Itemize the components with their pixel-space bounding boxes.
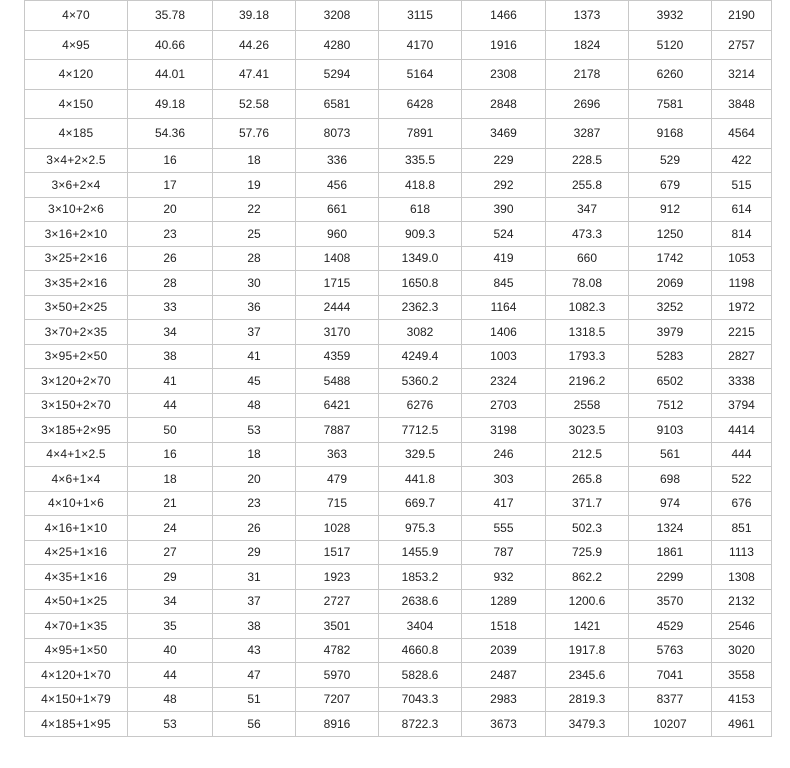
value-cell: 3115 xyxy=(379,1,462,31)
spec-cell: 4×25+1×16 xyxy=(25,540,128,565)
value-cell: 7712.5 xyxy=(379,418,462,443)
value-cell: 303 xyxy=(462,467,546,492)
table-row xyxy=(25,393,772,418)
value-cell: 1824 xyxy=(546,30,629,60)
value-cell: 3794 xyxy=(712,393,772,418)
table-row xyxy=(25,30,772,60)
value-cell: 8377 xyxy=(629,687,712,712)
value-cell: 4414 xyxy=(712,418,772,443)
value-cell: 1853.2 xyxy=(379,565,462,590)
value-cell: 229 xyxy=(462,148,546,173)
value-cell: 371.7 xyxy=(546,491,629,516)
value-cell: 2178 xyxy=(546,60,629,90)
value-cell: 16 xyxy=(128,148,213,173)
value-cell: 29 xyxy=(128,565,213,590)
value-cell: 28 xyxy=(128,271,213,296)
value-cell: 456 xyxy=(296,173,379,198)
spec-cell: 4×50+1×25 xyxy=(25,589,128,614)
value-cell: 228.5 xyxy=(546,148,629,173)
value-cell: 3214 xyxy=(712,60,772,90)
value-cell: 3208 xyxy=(296,1,379,31)
value-cell: 34 xyxy=(128,320,213,345)
table-row xyxy=(25,418,772,443)
value-cell: 419 xyxy=(462,246,546,271)
spec-cell: 3×95+2×50 xyxy=(25,344,128,369)
value-cell: 2190 xyxy=(712,1,772,31)
spec-cell: 4×95+1×50 xyxy=(25,638,128,663)
value-cell: 44.01 xyxy=(128,60,213,90)
value-cell: 44 xyxy=(128,663,213,688)
value-cell: 347 xyxy=(546,197,629,222)
value-cell: 36 xyxy=(213,295,296,320)
value-cell: 212.5 xyxy=(546,442,629,467)
value-cell: 2196.2 xyxy=(546,369,629,394)
value-cell: 909.3 xyxy=(379,222,462,247)
table-row xyxy=(25,614,772,639)
spec-cell: 3×6+2×4 xyxy=(25,173,128,198)
value-cell: 5283 xyxy=(629,344,712,369)
value-cell: 52.58 xyxy=(213,89,296,119)
value-cell: 2132 xyxy=(712,589,772,614)
value-cell: 18 xyxy=(213,148,296,173)
value-cell: 45 xyxy=(213,369,296,394)
value-cell: 522 xyxy=(712,467,772,492)
value-cell: 3979 xyxy=(629,320,712,345)
value-cell: 1318.5 xyxy=(546,320,629,345)
value-cell: 78.08 xyxy=(546,271,629,296)
value-cell: 20 xyxy=(128,197,213,222)
value-cell: 35.78 xyxy=(128,1,213,31)
value-cell: 614 xyxy=(712,197,772,222)
value-cell: 25 xyxy=(213,222,296,247)
value-cell: 479 xyxy=(296,467,379,492)
value-cell: 1308 xyxy=(712,565,772,590)
value-cell: 38 xyxy=(213,614,296,639)
value-cell: 3570 xyxy=(629,589,712,614)
value-cell: 50 xyxy=(128,418,213,443)
spec-cell: 3×4+2×2.5 xyxy=(25,148,128,173)
value-cell: 787 xyxy=(462,540,546,565)
value-cell: 265.8 xyxy=(546,467,629,492)
spec-cell: 3×185+2×95 xyxy=(25,418,128,443)
value-cell: 1466 xyxy=(462,1,546,31)
value-cell: 3252 xyxy=(629,295,712,320)
value-cell: 679 xyxy=(629,173,712,198)
value-cell: 1028 xyxy=(296,516,379,541)
value-cell: 1742 xyxy=(629,246,712,271)
table-row xyxy=(25,442,772,467)
value-cell: 1972 xyxy=(712,295,772,320)
value-cell: 7581 xyxy=(629,89,712,119)
value-cell: 2444 xyxy=(296,295,379,320)
spec-cell: 4×120 xyxy=(25,60,128,90)
value-cell: 555 xyxy=(462,516,546,541)
value-cell: 725.9 xyxy=(546,540,629,565)
value-cell: 1289 xyxy=(462,589,546,614)
value-cell: 3469 xyxy=(462,119,546,149)
spec-cell: 4×150 xyxy=(25,89,128,119)
value-cell: 2983 xyxy=(462,687,546,712)
value-cell: 2324 xyxy=(462,369,546,394)
value-cell: 5970 xyxy=(296,663,379,688)
value-cell: 660 xyxy=(546,246,629,271)
value-cell: 3479.3 xyxy=(546,712,629,737)
value-cell: 292 xyxy=(462,173,546,198)
cable-spec-table-container xyxy=(24,0,771,737)
value-cell: 43 xyxy=(213,638,296,663)
value-cell: 4564 xyxy=(712,119,772,149)
value-cell: 7512 xyxy=(629,393,712,418)
table-row xyxy=(25,589,772,614)
value-cell: 7043.3 xyxy=(379,687,462,712)
value-cell: 29 xyxy=(213,540,296,565)
spec-cell: 4×95 xyxy=(25,30,128,60)
value-cell: 54.36 xyxy=(128,119,213,149)
value-cell: 4249.4 xyxy=(379,344,462,369)
value-cell: 23 xyxy=(213,491,296,516)
value-cell: 1408 xyxy=(296,246,379,271)
value-cell: 3023.5 xyxy=(546,418,629,443)
value-cell: 1923 xyxy=(296,565,379,590)
value-cell: 40 xyxy=(128,638,213,663)
value-cell: 1324 xyxy=(629,516,712,541)
value-cell: 44.26 xyxy=(213,30,296,60)
value-cell: 9103 xyxy=(629,418,712,443)
table-row xyxy=(25,320,772,345)
value-cell: 7891 xyxy=(379,119,462,149)
value-cell: 1650.8 xyxy=(379,271,462,296)
value-cell: 9168 xyxy=(629,119,712,149)
value-cell: 618 xyxy=(379,197,462,222)
cable-spec-table xyxy=(24,0,772,737)
value-cell: 2819.3 xyxy=(546,687,629,712)
value-cell: 3198 xyxy=(462,418,546,443)
value-cell: 2558 xyxy=(546,393,629,418)
value-cell: 37 xyxy=(213,320,296,345)
value-cell: 561 xyxy=(629,442,712,467)
value-cell: 6260 xyxy=(629,60,712,90)
value-cell: 6421 xyxy=(296,393,379,418)
value-cell: 960 xyxy=(296,222,379,247)
value-cell: 47 xyxy=(213,663,296,688)
value-cell: 5360.2 xyxy=(379,369,462,394)
value-cell: 23 xyxy=(128,222,213,247)
table-row xyxy=(25,197,772,222)
value-cell: 7041 xyxy=(629,663,712,688)
value-cell: 4660.8 xyxy=(379,638,462,663)
spec-cell: 3×120+2×70 xyxy=(25,369,128,394)
value-cell: 19 xyxy=(213,173,296,198)
value-cell: 1113 xyxy=(712,540,772,565)
value-cell: 4359 xyxy=(296,344,379,369)
spec-cell: 4×120+1×70 xyxy=(25,663,128,688)
value-cell: 1053 xyxy=(712,246,772,271)
table-row xyxy=(25,271,772,296)
value-cell: 3082 xyxy=(379,320,462,345)
value-cell: 40.66 xyxy=(128,30,213,60)
table-row xyxy=(25,663,772,688)
value-cell: 16 xyxy=(128,442,213,467)
value-cell: 5763 xyxy=(629,638,712,663)
value-cell: 441.8 xyxy=(379,467,462,492)
value-cell: 444 xyxy=(712,442,772,467)
value-cell: 669.7 xyxy=(379,491,462,516)
value-cell: 18 xyxy=(128,467,213,492)
table-body xyxy=(25,1,772,737)
value-cell: 515 xyxy=(712,173,772,198)
spec-cell: 4×70+1×35 xyxy=(25,614,128,639)
value-cell: 2308 xyxy=(462,60,546,90)
value-cell: 418.8 xyxy=(379,173,462,198)
value-cell: 31 xyxy=(213,565,296,590)
table-row xyxy=(25,89,772,119)
value-cell: 1455.9 xyxy=(379,540,462,565)
spec-cell: 4×16+1×10 xyxy=(25,516,128,541)
value-cell: 5828.6 xyxy=(379,663,462,688)
value-cell: 5164 xyxy=(379,60,462,90)
value-cell: 390 xyxy=(462,197,546,222)
value-cell: 661 xyxy=(296,197,379,222)
value-cell: 38 xyxy=(128,344,213,369)
value-cell: 932 xyxy=(462,565,546,590)
value-cell: 20 xyxy=(213,467,296,492)
value-cell: 4153 xyxy=(712,687,772,712)
value-cell: 2757 xyxy=(712,30,772,60)
value-cell: 1082.3 xyxy=(546,295,629,320)
value-cell: 363 xyxy=(296,442,379,467)
value-cell: 6581 xyxy=(296,89,379,119)
value-cell: 3558 xyxy=(712,663,772,688)
value-cell: 329.5 xyxy=(379,442,462,467)
value-cell: 814 xyxy=(712,222,772,247)
value-cell: 1518 xyxy=(462,614,546,639)
table-row xyxy=(25,540,772,565)
value-cell: 6428 xyxy=(379,89,462,119)
value-cell: 51 xyxy=(213,687,296,712)
value-cell: 422 xyxy=(712,148,772,173)
value-cell: 975.3 xyxy=(379,516,462,541)
value-cell: 44 xyxy=(128,393,213,418)
value-cell: 502.3 xyxy=(546,516,629,541)
table-row xyxy=(25,119,772,149)
table-row xyxy=(25,491,772,516)
value-cell: 246 xyxy=(462,442,546,467)
table-row xyxy=(25,467,772,492)
value-cell: 335.5 xyxy=(379,148,462,173)
value-cell: 2039 xyxy=(462,638,546,663)
value-cell: 41 xyxy=(128,369,213,394)
table-row xyxy=(25,173,772,198)
value-cell: 1916 xyxy=(462,30,546,60)
value-cell: 8722.3 xyxy=(379,712,462,737)
value-cell: 7207 xyxy=(296,687,379,712)
value-cell: 8916 xyxy=(296,712,379,737)
value-cell: 30 xyxy=(213,271,296,296)
value-cell: 1861 xyxy=(629,540,712,565)
value-cell: 28 xyxy=(213,246,296,271)
value-cell: 49.18 xyxy=(128,89,213,119)
value-cell: 37 xyxy=(213,589,296,614)
value-cell: 698 xyxy=(629,467,712,492)
value-cell: 1917.8 xyxy=(546,638,629,663)
table-row xyxy=(25,565,772,590)
table-row xyxy=(25,148,772,173)
value-cell: 3287 xyxy=(546,119,629,149)
value-cell: 10207 xyxy=(629,712,712,737)
table-row xyxy=(25,369,772,394)
spec-cell: 4×35+1×16 xyxy=(25,565,128,590)
value-cell: 21 xyxy=(128,491,213,516)
value-cell: 5294 xyxy=(296,60,379,90)
value-cell: 53 xyxy=(213,418,296,443)
value-cell: 4782 xyxy=(296,638,379,663)
value-cell: 47.41 xyxy=(213,60,296,90)
value-cell: 1164 xyxy=(462,295,546,320)
value-cell: 56 xyxy=(213,712,296,737)
value-cell: 48 xyxy=(213,393,296,418)
value-cell: 3170 xyxy=(296,320,379,345)
value-cell: 27 xyxy=(128,540,213,565)
table-row xyxy=(25,687,772,712)
value-cell: 2215 xyxy=(712,320,772,345)
value-cell: 34 xyxy=(128,589,213,614)
table-row xyxy=(25,638,772,663)
value-cell: 2727 xyxy=(296,589,379,614)
value-cell: 2362.3 xyxy=(379,295,462,320)
value-cell: 715 xyxy=(296,491,379,516)
value-cell: 26 xyxy=(128,246,213,271)
value-cell: 529 xyxy=(629,148,712,173)
value-cell: 24 xyxy=(128,516,213,541)
value-cell: 3404 xyxy=(379,614,462,639)
value-cell: 3501 xyxy=(296,614,379,639)
value-cell: 1198 xyxy=(712,271,772,296)
spec-cell: 3×35+2×16 xyxy=(25,271,128,296)
value-cell: 1250 xyxy=(629,222,712,247)
table-row xyxy=(25,516,772,541)
value-cell: 33 xyxy=(128,295,213,320)
spec-cell: 3×10+2×6 xyxy=(25,197,128,222)
table-row xyxy=(25,344,772,369)
value-cell: 26 xyxy=(213,516,296,541)
value-cell: 3848 xyxy=(712,89,772,119)
value-cell: 336 xyxy=(296,148,379,173)
value-cell: 1421 xyxy=(546,614,629,639)
value-cell: 473.3 xyxy=(546,222,629,247)
value-cell: 2299 xyxy=(629,565,712,590)
table-row xyxy=(25,222,772,247)
value-cell: 5488 xyxy=(296,369,379,394)
table-row xyxy=(25,246,772,271)
value-cell: 417 xyxy=(462,491,546,516)
value-cell: 2487 xyxy=(462,663,546,688)
spec-cell: 4×185+1×95 xyxy=(25,712,128,737)
value-cell: 524 xyxy=(462,222,546,247)
value-cell: 2848 xyxy=(462,89,546,119)
value-cell: 2827 xyxy=(712,344,772,369)
value-cell: 1715 xyxy=(296,271,379,296)
value-cell: 1373 xyxy=(546,1,629,31)
value-cell: 851 xyxy=(712,516,772,541)
value-cell: 17 xyxy=(128,173,213,198)
value-cell: 18 xyxy=(213,442,296,467)
spec-cell: 4×150+1×79 xyxy=(25,687,128,712)
value-cell: 3673 xyxy=(462,712,546,737)
value-cell: 53 xyxy=(128,712,213,737)
value-cell: 6502 xyxy=(629,369,712,394)
value-cell: 4280 xyxy=(296,30,379,60)
spec-cell: 3×70+2×35 xyxy=(25,320,128,345)
value-cell: 6276 xyxy=(379,393,462,418)
value-cell: 4529 xyxy=(629,614,712,639)
value-cell: 2546 xyxy=(712,614,772,639)
value-cell: 2638.6 xyxy=(379,589,462,614)
table-row xyxy=(25,1,772,31)
table-row xyxy=(25,712,772,737)
spec-cell: 3×16+2×10 xyxy=(25,222,128,247)
value-cell: 862.2 xyxy=(546,565,629,590)
value-cell: 1517 xyxy=(296,540,379,565)
value-cell: 22 xyxy=(213,197,296,222)
value-cell: 2345.6 xyxy=(546,663,629,688)
value-cell: 48 xyxy=(128,687,213,712)
spec-cell: 4×10+1×6 xyxy=(25,491,128,516)
value-cell: 4961 xyxy=(712,712,772,737)
value-cell: 7887 xyxy=(296,418,379,443)
table-row xyxy=(25,295,772,320)
value-cell: 57.76 xyxy=(213,119,296,149)
value-cell: 41 xyxy=(213,344,296,369)
value-cell: 2696 xyxy=(546,89,629,119)
value-cell: 1793.3 xyxy=(546,344,629,369)
value-cell: 676 xyxy=(712,491,772,516)
value-cell: 5120 xyxy=(629,30,712,60)
value-cell: 4170 xyxy=(379,30,462,60)
value-cell: 1349.0 xyxy=(379,246,462,271)
value-cell: 3020 xyxy=(712,638,772,663)
value-cell: 1003 xyxy=(462,344,546,369)
table-row xyxy=(25,60,772,90)
spec-cell: 4×185 xyxy=(25,119,128,149)
spec-cell: 4×6+1×4 xyxy=(25,467,128,492)
value-cell: 912 xyxy=(629,197,712,222)
spec-cell: 3×150+2×70 xyxy=(25,393,128,418)
spec-cell: 3×25+2×16 xyxy=(25,246,128,271)
value-cell: 3338 xyxy=(712,369,772,394)
value-cell: 255.8 xyxy=(546,173,629,198)
value-cell: 845 xyxy=(462,271,546,296)
value-cell: 2069 xyxy=(629,271,712,296)
value-cell: 2703 xyxy=(462,393,546,418)
spec-cell: 3×50+2×25 xyxy=(25,295,128,320)
value-cell: 1200.6 xyxy=(546,589,629,614)
value-cell: 39.18 xyxy=(213,1,296,31)
spec-cell: 4×70 xyxy=(25,1,128,31)
value-cell: 8073 xyxy=(296,119,379,149)
value-cell: 1406 xyxy=(462,320,546,345)
spec-cell: 4×4+1×2.5 xyxy=(25,442,128,467)
value-cell: 35 xyxy=(128,614,213,639)
value-cell: 3932 xyxy=(629,1,712,31)
value-cell: 974 xyxy=(629,491,712,516)
